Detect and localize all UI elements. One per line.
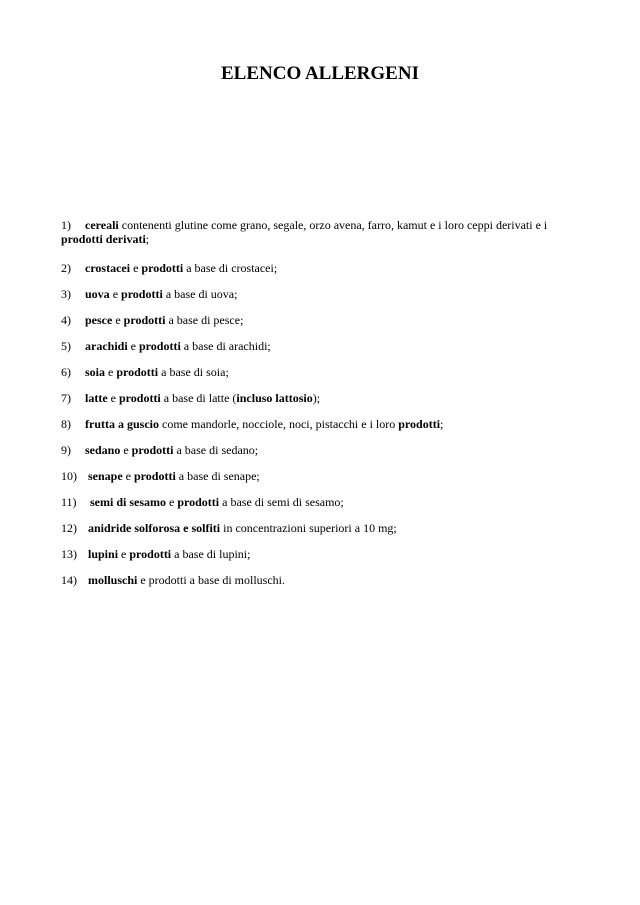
item-number: 11) [61,495,77,509]
allergen-name: molluschi [88,573,138,587]
list-item [61,287,583,301]
allergen-name: pesce [85,313,113,327]
item-number: 2) [61,261,71,275]
allergen-emphasis: prodotti [134,469,176,483]
list-item [61,573,583,587]
item-text: e [105,365,117,379]
item-text: ; [145,232,150,246]
allergen-name: crostacei [85,261,131,275]
item-text: ); [312,391,321,405]
item-text: a base di lupini; [171,547,251,561]
item-text: e [166,495,178,509]
item-text: e [122,469,134,483]
allergen-emphasis: prodotti derivati [61,232,146,246]
allergen-name: sedano [85,443,121,457]
item-text: ; [440,417,444,431]
list-item [61,547,583,561]
item-text: e [130,261,142,275]
page-title: ELENCO ALLERGENI [221,63,419,84]
allergen-name: lupini [88,547,119,561]
item-text: a base di pesce; [165,313,244,327]
item-text: a base di arachidi; [180,339,271,353]
allergen-emphasis: prodotti [116,365,159,379]
item-number: 3) [61,287,71,301]
allergen-name: semi di sesamo [90,495,166,509]
allergen-emphasis: prodotti [139,339,181,353]
list-item [61,443,583,457]
item-text: e [107,391,119,405]
item-text: e prodotti a base di molluschi. [137,573,285,587]
allergen-name: soia [85,365,106,379]
allergen-name: uova [85,287,110,301]
item-number: 4) [61,313,71,327]
item-text: a base di uova; [162,287,238,301]
allergen-emphasis: prodotti [131,443,174,457]
item-text: e [120,443,132,457]
list-item [61,417,583,431]
item-text: come mandorle, nocciole, noci, pistacchi e i loro [159,417,399,431]
allergen-name: arachidi [85,339,128,353]
allergen-name: senape [88,469,123,483]
list-item [61,313,583,327]
allergen-emphasis: prodotti [129,547,172,561]
allergen-emphasis: incluso lattosio [236,391,313,405]
list-item [61,521,583,535]
item-number: 9) [61,443,71,457]
item-number: 10) [61,469,77,483]
item-text: e [109,287,122,301]
item-text: e [118,547,130,561]
item-text: a base di soia; [158,365,229,379]
item-number: 13) [61,547,77,561]
item-number: 6) [61,365,71,379]
allergen-name: frutta a guscio [85,417,159,431]
item-text: a base di senape; [175,469,260,483]
list-item [61,391,583,405]
allergen-emphasis: prodotti [123,313,166,327]
allergen-emphasis: prodotti [398,417,441,431]
item-text: a base di semi di sesamo; [219,495,344,509]
item-text: a base di crostacei; [183,261,278,275]
allergen-list [61,218,583,587]
item-text: e [112,313,124,327]
allergen-emphasis: prodotti [118,391,161,405]
item-text: in concentrazioni superiori a 10 mg; [220,521,397,535]
list-item [61,261,583,275]
item-number: 5) [61,339,71,353]
list-item [61,218,583,249]
list-item [61,495,583,509]
allergen-emphasis: prodotti [121,287,163,301]
allergen-name: anidride solforosa e solfiti [88,521,221,535]
item-text: a base di latte ( [160,391,237,405]
allergen-name: latte [85,391,108,405]
item-number: 7) [61,391,71,405]
list-item [61,339,583,353]
allergen-emphasis: prodotti [177,495,220,509]
item-text: contenenti glutine come grano, segale, orzo avena, farro, kamut e i loro ceppi derivati e i [118,218,548,232]
list-item [61,469,583,483]
list-item [61,365,583,379]
item-number: 12) [61,521,77,535]
allergen-name: cereali [85,218,119,232]
item-number: 1) [61,218,71,232]
allergen-emphasis: prodotti [141,261,184,275]
item-number: 8) [61,417,71,431]
item-text: a base di sedano; [173,443,259,457]
item-number: 14) [61,573,77,587]
item-text: e [127,339,139,353]
